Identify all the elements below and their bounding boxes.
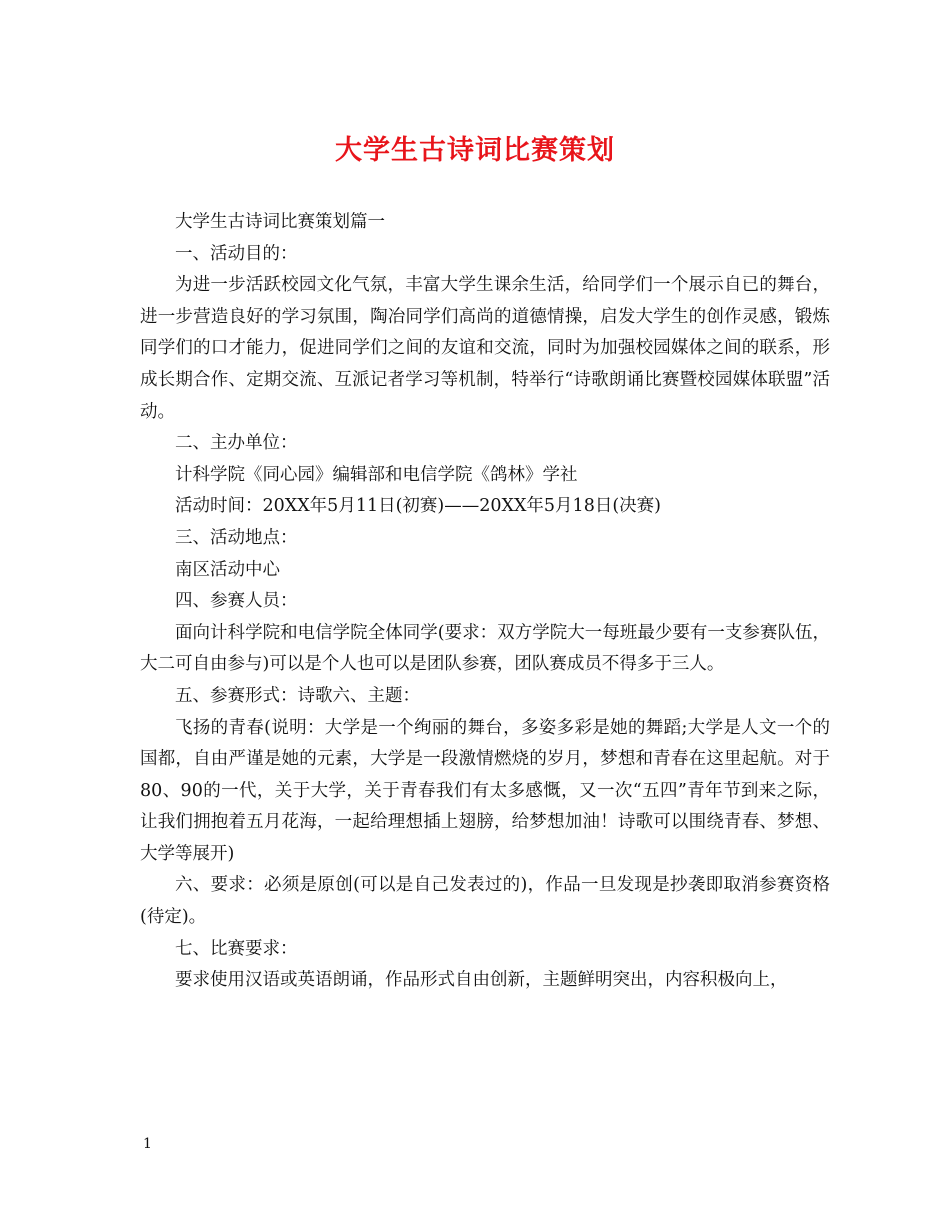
paragraph: 活动时间：20XX年5月11日(初赛)——20XX年5月18日(决赛): [175, 496, 661, 517]
paragraph: 为进一步活跃校园文化气氛，丰富大学生课余生活，给同学们一个展示自已的舞台，进一步营造良好的学习氛围，陶冶同学们高尚的道德情操，启发大学生的创作灵感，锻炼同学们的口才能力，促进同学们之间的友谊和交流，同时为加强校园媒体之间的联系，形成长期合作、定期交流、互派记者学习等机制，特举行“诗歌朗诵比赛暨校园媒体联盟”活动。: [140, 275, 830, 422]
paragraph: 七、比赛要求：: [175, 938, 298, 959]
paragraph: 大学生古诗词比赛策划篇一: [175, 212, 385, 232]
paragraph: 计科学院《同心园》编辑部和电信学院《鸽林》学社: [175, 464, 578, 485]
paragraph: 五、参赛形式：诗歌六、主题：: [175, 685, 420, 706]
paragraph: 面向计科学院和电信学院全体同学(要求：双方学院大一每班最少要有一支参赛队伍，大二可自由参与)可以是个人也可以是团队参赛，团队赛成员不得多于三人。: [140, 622, 830, 675]
page-title: 大学生古诗词比赛策划: [335, 135, 615, 166]
paragraph: 一、活动目的：: [175, 243, 298, 264]
paragraph: 飞扬的青春(说明：大学是一个绚丽的舞台，多姿多彩是她的舞蹈;大学是人文一个的国都，自由严谨是她的元素，大学是一段激情燃烧的岁月，梦想和青春在这里起航。对于80、90的一代，关于大学，关于青春我们有太多感慨，又一次“五四”青年节到来之际，让我们拥抱着五月花海，一起给理想插上翅膀，给梦想加油！诗歌可以围绕青春、梦想、大学等展开): [140, 717, 830, 864]
paragraph: 六、要求：必须是原创(可以是自己发表过的)，作品一旦发现是抄袭即取消参赛资格(待定)。: [140, 875, 830, 928]
paragraph: 南区活动中心: [175, 559, 280, 580]
page-number: 1: [143, 1136, 152, 1152]
paragraph: 二、主办单位：: [175, 433, 298, 454]
paragraph: 要求使用汉语或英语朗诵，作品形式自由创新，主题鲜明突出，内容积极向上，: [175, 970, 788, 991]
paragraph: 三、活动地点：: [175, 527, 298, 548]
document-body: [140, 207, 830, 997]
paragraph: 四、参赛人员：: [175, 591, 298, 612]
